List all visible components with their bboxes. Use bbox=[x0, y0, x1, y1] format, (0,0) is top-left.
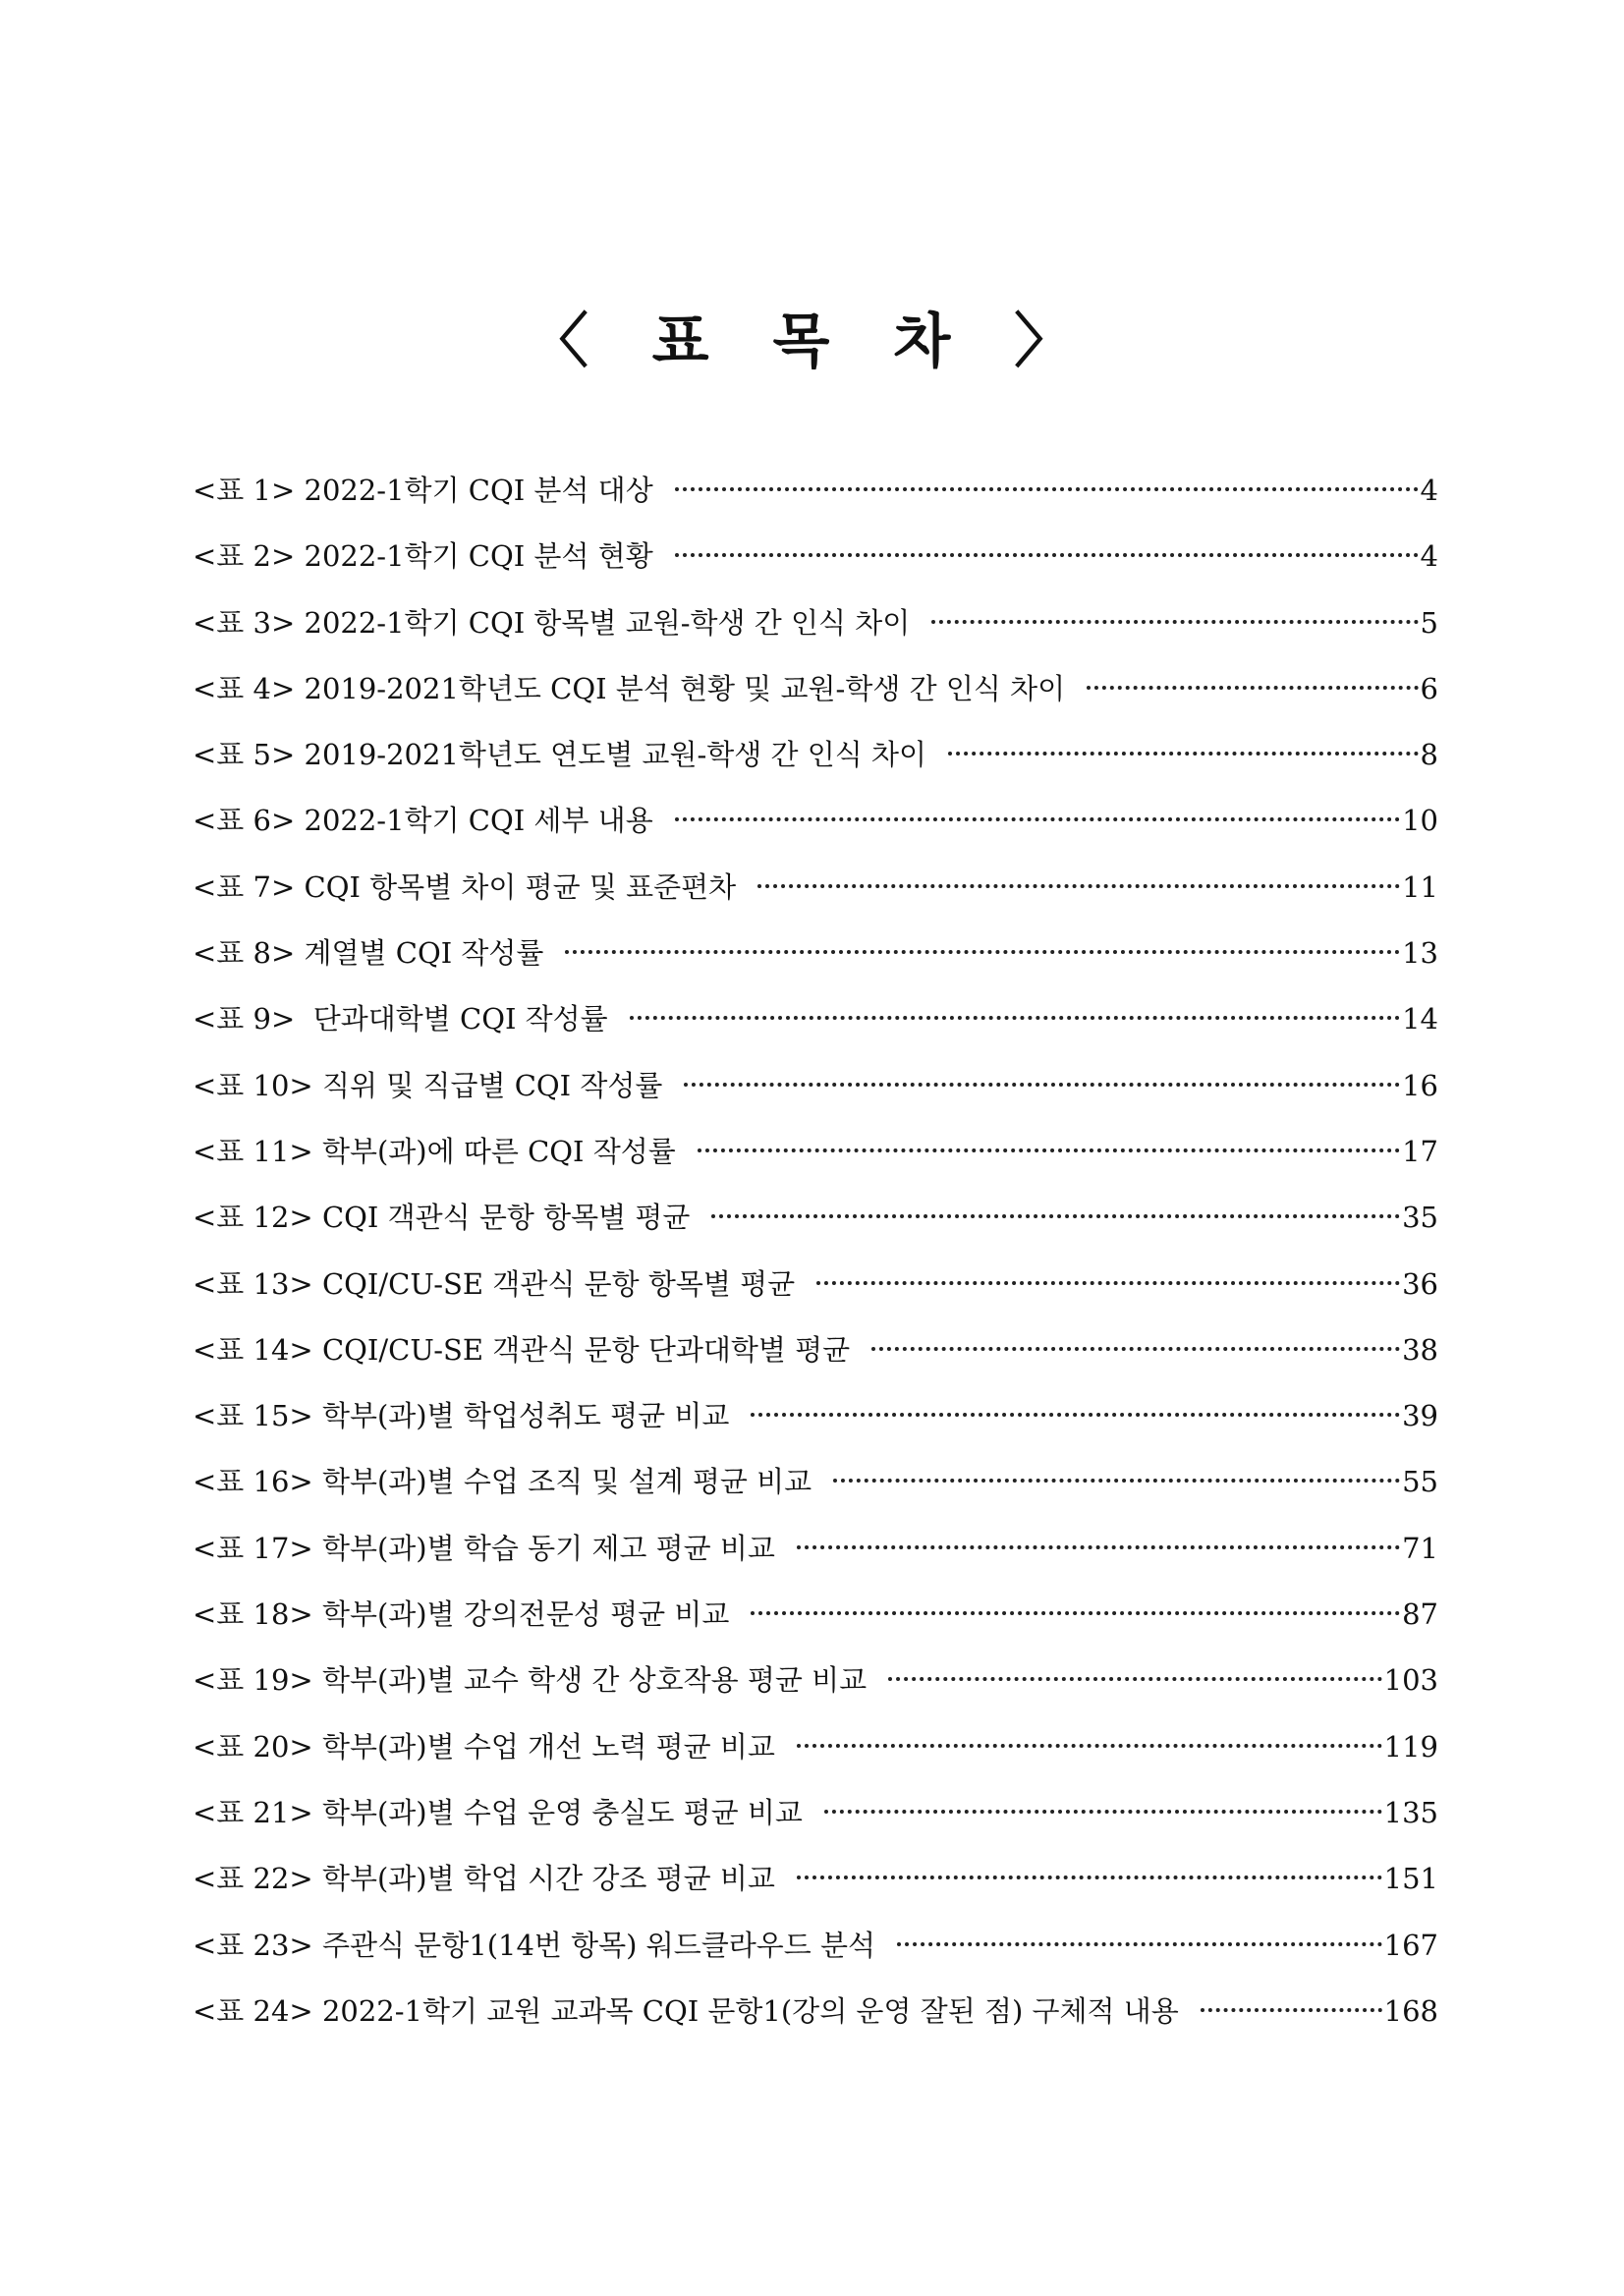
toc-entry-4[interactable] bbox=[193, 656, 1438, 722]
toc-entry-label: <표 23> 주관식 문항1(14번 항목) 워드클라우드 분석 bbox=[193, 1928, 876, 1962]
dot-leader bbox=[698, 1148, 1400, 1152]
dot-leader bbox=[948, 752, 1419, 756]
toc-entry-page: 16 bbox=[1402, 1068, 1438, 1102]
dot-leader bbox=[757, 884, 1400, 888]
dot-leader bbox=[833, 1479, 1400, 1483]
toc-entry-label: <표 7> CQI 항목별 차이 평균 및 표준편차 bbox=[193, 869, 737, 904]
dot-leader bbox=[797, 1876, 1382, 1879]
toc-entry-page: 119 bbox=[1383, 1729, 1438, 1764]
toc-entry-page: 167 bbox=[1383, 1928, 1438, 1962]
toc-entry-17[interactable] bbox=[193, 1516, 1438, 1582]
toc-entry-12[interactable] bbox=[193, 1185, 1438, 1251]
toc-entry-23[interactable] bbox=[193, 1913, 1438, 1979]
toc-entry-label: <표 4> 2019-2021학년도 CQI 분석 현황 및 교원-학생 간 인식 차이 bbox=[193, 671, 1066, 705]
toc-entry-label: <표 2> 2022-1학기 CQI 분석 현황 bbox=[193, 539, 653, 574]
dot-leader bbox=[816, 1281, 1400, 1285]
toc-entry-13[interactable] bbox=[193, 1252, 1438, 1317]
dot-leader bbox=[1201, 2008, 1382, 2012]
dot-leader bbox=[751, 1611, 1400, 1615]
toc-entry-15[interactable] bbox=[193, 1383, 1438, 1449]
toc-entry-label: <표 9> 단과대학별 CQI 작성률 bbox=[193, 1002, 608, 1036]
dot-leader bbox=[871, 1347, 1400, 1351]
toc-entry-label: <표 11> 학부(과)에 따른 CQI 작성률 bbox=[193, 1134, 676, 1168]
toc-entry-page: 39 bbox=[1402, 1399, 1438, 1433]
toc-entry-label: <표 19> 학부(과)별 교수 학생 간 상호작용 평균 비교 bbox=[193, 1663, 868, 1698]
toc-entry-page: 135 bbox=[1383, 1795, 1438, 1829]
toc-entry-21[interactable] bbox=[193, 1780, 1438, 1846]
toc-entry-label: <표 8> 계열별 CQI 작성률 bbox=[193, 936, 544, 971]
toc-entry-page: 14 bbox=[1402, 1002, 1438, 1036]
toc-entry-label: <표 1> 2022-1학기 CQI 분석 대상 bbox=[193, 474, 653, 507]
toc-entry-label: <표 12> CQI 객관식 문항 항목별 평균 bbox=[193, 1201, 691, 1235]
toc-entry-9[interactable] bbox=[193, 986, 1438, 1052]
toc-entry-label: <표 16> 학부(과)별 수업 조직 및 설계 평균 비교 bbox=[193, 1465, 812, 1499]
toc-entry-7[interactable] bbox=[193, 855, 1438, 921]
toc-entry-page: 8 bbox=[1420, 738, 1438, 772]
toc-entry-label: <표 17> 학부(과)별 학습 동기 제고 평균 비교 bbox=[193, 1531, 775, 1565]
dot-leader bbox=[797, 1744, 1382, 1748]
toc-entry-page: 13 bbox=[1402, 936, 1438, 971]
toc-entry-label: <표 24> 2022-1학기 교원 교과목 CQI 문항1(강의 운영 잘된 점) 구체적 내용 bbox=[193, 1993, 1179, 2028]
dot-leader bbox=[684, 1083, 1400, 1087]
toc-entry-label: <표 5> 2019-2021학년도 연도별 교원-학생 간 인식 차이 bbox=[193, 738, 927, 772]
toc-entry-page: 11 bbox=[1402, 869, 1438, 904]
toc-entry-11[interactable] bbox=[193, 1119, 1438, 1185]
toc-entry-page: 87 bbox=[1402, 1597, 1438, 1632]
toc-entry-19[interactable] bbox=[193, 1648, 1438, 1713]
toc-entry-24[interactable] bbox=[193, 1979, 1438, 2044]
toc-entry-1[interactable] bbox=[193, 458, 1438, 524]
toc-entry-18[interactable] bbox=[193, 1582, 1438, 1648]
toc-entry-16[interactable] bbox=[193, 1449, 1438, 1515]
dot-leader bbox=[931, 620, 1418, 624]
toc-entry-page: 4 bbox=[1420, 474, 1438, 507]
toc-entry-page: 55 bbox=[1402, 1465, 1438, 1499]
toc-entry-label: <표 3> 2022-1학기 CQI 항목별 교원-학생 간 인식 차이 bbox=[193, 605, 911, 640]
dot-leader bbox=[888, 1677, 1382, 1681]
toc-entry-label: <표 21> 학부(과)별 수업 운영 충실도 평균 비교 bbox=[193, 1795, 803, 1829]
toc-entry-20[interactable] bbox=[193, 1714, 1438, 1780]
toc-entry-page: 103 bbox=[1383, 1663, 1438, 1698]
toc-entry-page: 36 bbox=[1402, 1266, 1438, 1301]
dot-leader bbox=[797, 1545, 1400, 1549]
toc-entry-page: 4 bbox=[1420, 539, 1438, 574]
dot-leader bbox=[675, 817, 1400, 821]
toc-entry-page: 10 bbox=[1402, 804, 1438, 838]
toc-entry-label: <표 14> CQI/CU-SE 객관식 문항 단과대학별 평균 bbox=[193, 1332, 851, 1367]
toc-entry-page: 151 bbox=[1383, 1862, 1438, 1896]
toc-entry-3[interactable] bbox=[193, 590, 1438, 656]
toc-entry-label: <표 22> 학부(과)별 학업 시간 강조 평균 비교 bbox=[193, 1862, 775, 1896]
toc-entry-2[interactable] bbox=[193, 524, 1438, 589]
toc-entry-22[interactable] bbox=[193, 1846, 1438, 1912]
dot-leader bbox=[711, 1214, 1400, 1218]
toc-entry-label: <표 20> 학부(과)별 수업 개선 노력 평균 비교 bbox=[193, 1729, 775, 1764]
toc-entry-label: <표 15> 학부(과)별 학업성취도 평균 비교 bbox=[193, 1399, 730, 1433]
toc-entry-label: <표 18> 학부(과)별 강의전문성 평균 비교 bbox=[193, 1597, 730, 1632]
toc-entry-label: <표 10> 직위 및 직급별 CQI 작성률 bbox=[193, 1068, 663, 1102]
dot-leader bbox=[565, 950, 1400, 954]
dot-leader bbox=[897, 1942, 1382, 1946]
dot-leader bbox=[824, 1810, 1382, 1814]
toc-entry-page: 35 bbox=[1402, 1201, 1438, 1235]
toc-entry-page: 38 bbox=[1402, 1332, 1438, 1367]
dot-leader bbox=[630, 1016, 1400, 1020]
page-title: 〈 표 목 차 〉 bbox=[529, 308, 1095, 376]
toc-entry-label: <표 13> CQI/CU-SE 객관식 문항 항목별 평균 bbox=[193, 1266, 796, 1301]
toc-entry-page: 17 bbox=[1402, 1134, 1438, 1168]
dot-leader bbox=[751, 1413, 1400, 1417]
toc-entry-page: 168 bbox=[1383, 1993, 1438, 2028]
toc-entry-6[interactable] bbox=[193, 788, 1438, 854]
toc-entry-10[interactable] bbox=[193, 1053, 1438, 1119]
toc-entry-page: 5 bbox=[1420, 605, 1438, 640]
toc-entry-5[interactable] bbox=[193, 722, 1438, 788]
table-of-tables bbox=[193, 458, 1438, 2044]
dot-leader bbox=[675, 553, 1419, 557]
toc-entry-page: 6 bbox=[1420, 671, 1438, 705]
toc-entry-14[interactable] bbox=[193, 1317, 1438, 1383]
toc-entry-label: <표 6> 2022-1학기 CQI 세부 내용 bbox=[193, 804, 653, 838]
toc-entry-page: 71 bbox=[1402, 1531, 1438, 1565]
dot-leader bbox=[675, 487, 1419, 491]
dot-leader bbox=[1087, 686, 1418, 690]
toc-entry-8[interactable] bbox=[193, 921, 1438, 986]
